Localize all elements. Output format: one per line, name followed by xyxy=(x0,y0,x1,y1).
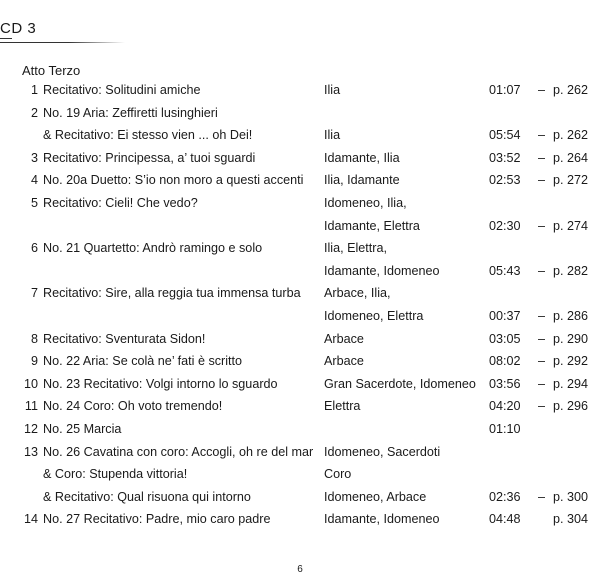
track-page-ref: p. 264 xyxy=(553,150,589,165)
track-artists: Idamante, Elettra xyxy=(324,218,420,233)
page-number: 6 xyxy=(297,564,303,575)
track-title: No. 26 Cavatina con coro: Accogli, oh re del mar xyxy=(43,444,314,459)
track-duration: 03:56 xyxy=(489,376,521,391)
track-row xyxy=(0,350,600,373)
track-row xyxy=(0,418,600,441)
track-row xyxy=(0,328,600,351)
track-number: 3 xyxy=(30,150,38,165)
track-duration: 01:10 xyxy=(489,421,521,436)
track-page-ref: p. 282 xyxy=(553,263,589,278)
track-duration: 04:20 xyxy=(489,399,521,414)
track-page-ref: p. 262 xyxy=(553,128,589,143)
track-title: No. 25 Marcia xyxy=(43,421,122,436)
track-title: Recitativo: Sventurata Sidon! xyxy=(43,331,206,346)
track-row xyxy=(0,102,600,125)
track-duration: 04:48 xyxy=(489,512,521,527)
track-page-ref: p. 286 xyxy=(553,308,589,323)
track-title: & Coro: Stupenda vittoria! xyxy=(43,467,188,482)
track-duration: 02:36 xyxy=(489,489,521,504)
track-row xyxy=(0,373,600,396)
track-artists: Ilia, Elettra, xyxy=(324,241,387,256)
track-row xyxy=(0,463,600,486)
track-page-ref: p. 262 xyxy=(553,83,589,97)
header-rule xyxy=(0,42,125,43)
track-dash: – xyxy=(538,128,546,143)
track-dash: – xyxy=(538,263,546,278)
track-dash: – xyxy=(538,489,546,504)
track-row xyxy=(0,395,600,418)
track-artists: Idomeneo, Arbace xyxy=(324,489,427,504)
track-number: 2 xyxy=(30,105,38,120)
track-artists: Elettra xyxy=(324,399,361,414)
track-artists: Coro xyxy=(324,467,352,482)
track-title: Recitativo: Cieli! Che vedo? xyxy=(43,195,198,210)
track-page-ref: p. 290 xyxy=(553,331,589,346)
track-row xyxy=(0,124,600,147)
track-duration: 03:05 xyxy=(489,331,521,346)
header-rule-tick xyxy=(0,38,12,39)
track-title: No. 27 Recitativo: Padre, mio caro padre xyxy=(43,512,271,527)
track-dash: – xyxy=(538,376,546,391)
track-number: 4 xyxy=(30,173,38,188)
track-number: 12 xyxy=(23,421,38,436)
track-page-ref: p. 300 xyxy=(553,489,589,504)
track-page-ref: p. 304 xyxy=(553,512,589,527)
track-artists: Gran Sacerdote, Idomeneo xyxy=(324,376,476,391)
track-duration: 02:53 xyxy=(489,173,521,188)
track-duration: 03:52 xyxy=(489,150,521,165)
track-artists: Arbace xyxy=(324,331,364,346)
track-duration: 00:37 xyxy=(489,308,521,323)
track-title: No. 24 Coro: Oh voto tremendo! xyxy=(43,399,223,414)
track-row xyxy=(0,237,600,260)
track-duration: 05:43 xyxy=(489,263,521,278)
track-dash: – xyxy=(538,150,546,165)
track-title: No. 23 Recitativo: Volgi intorno lo sguardo xyxy=(43,376,278,391)
track-duration: 08:02 xyxy=(489,354,521,369)
track-row xyxy=(0,79,600,102)
track-row xyxy=(0,192,600,215)
track-page-ref: p. 272 xyxy=(553,173,589,188)
track-number: 1 xyxy=(30,83,38,97)
track-list xyxy=(0,79,600,531)
track-artists: Arbace xyxy=(324,354,364,369)
act-title: Atto Terzo xyxy=(22,63,81,78)
track-dash: – xyxy=(538,308,546,323)
track-page-ref: p. 296 xyxy=(553,399,589,414)
track-artists: Idomeneo, Ilia, xyxy=(324,195,407,210)
track-artists: Idamante, Ilia xyxy=(324,150,400,165)
track-number: 14 xyxy=(23,512,38,527)
track-artists: Idomeneo, Sacerdoti xyxy=(324,444,441,459)
track-duration: 02:30 xyxy=(489,218,521,233)
track-number: 11 xyxy=(24,399,38,414)
track-number: 7 xyxy=(30,286,38,301)
track-page-ref: p. 292 xyxy=(553,354,589,369)
track-number: 9 xyxy=(30,354,38,369)
cd-label: CD 3 xyxy=(0,20,37,37)
track-title: No. 20a Duetto: S’io non moro a questi accenti xyxy=(43,173,304,188)
track-title: No. 22 Aria: Se colà ne’ fati è scritto xyxy=(43,354,243,369)
track-dash: – xyxy=(538,173,546,188)
track-row xyxy=(0,508,600,531)
track-title: Recitativo: Principessa, a’ tuoi sguardi xyxy=(43,150,256,165)
track-row xyxy=(0,282,600,305)
track-number: 5 xyxy=(30,195,38,210)
track-number: 10 xyxy=(23,376,38,391)
track-row xyxy=(0,486,600,509)
track-row xyxy=(0,441,600,464)
track-artists: Idamante, Idomeneo xyxy=(324,263,440,278)
track-number: 13 xyxy=(23,444,38,459)
track-dash: – xyxy=(538,83,546,97)
track-row xyxy=(0,305,600,328)
track-row xyxy=(0,169,600,192)
track-title: & Recitativo: Ei stesso vien ... oh Dei! xyxy=(43,128,253,143)
track-title: Recitativo: Solitudini amiche xyxy=(43,83,201,97)
track-artists: Arbace, Ilia, xyxy=(324,286,391,301)
track-page-ref: p. 294 xyxy=(553,376,589,391)
track-number: 6 xyxy=(30,241,38,256)
track-duration: 01:07 xyxy=(489,83,521,97)
track-artists: Idamante, Idomeneo xyxy=(324,512,440,527)
track-artists: Ilia xyxy=(324,83,341,97)
track-row xyxy=(0,215,600,238)
track-dash: – xyxy=(538,218,546,233)
track-dash: – xyxy=(538,399,546,414)
track-artists: Ilia xyxy=(324,128,341,143)
track-artists: Ilia, Idamante xyxy=(324,173,400,188)
track-row xyxy=(0,147,600,170)
track-duration: 05:54 xyxy=(489,128,521,143)
track-title: & Recitativo: Qual risuona qui intorno xyxy=(43,489,251,504)
track-artists: Idomeneo, Elettra xyxy=(324,308,424,323)
track-title: No. 19 Aria: Zeffiretti lusinghieri xyxy=(43,105,218,120)
track-row xyxy=(0,260,600,283)
track-dash: – xyxy=(538,354,546,369)
track-number: 8 xyxy=(30,331,38,346)
track-title: No. 21 Quartetto: Andrò ramingo e solo xyxy=(43,241,263,256)
track-dash: – xyxy=(538,331,546,346)
track-page-ref: p. 274 xyxy=(553,218,589,233)
track-title: Recitativo: Sire, alla reggia tua immensa turba xyxy=(43,286,301,301)
